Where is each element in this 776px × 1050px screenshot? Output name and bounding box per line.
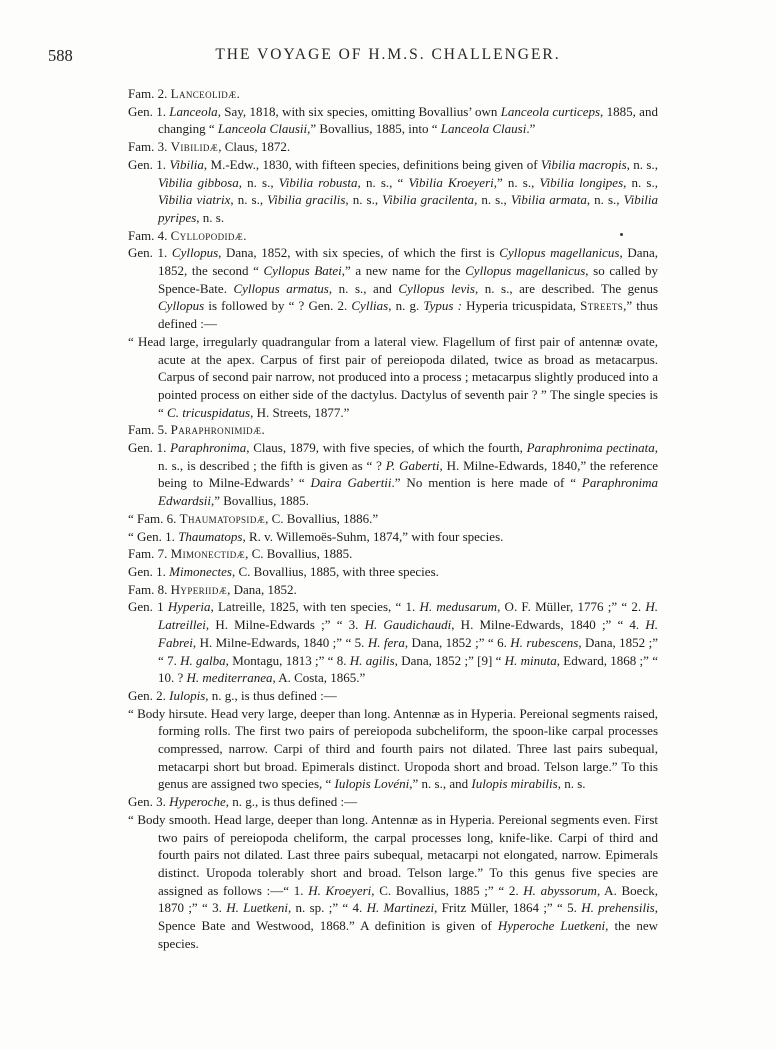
text-run: , Montagu, 1813 ;” “ 8. <box>225 652 350 668</box>
text-run: , H. Milne-Edwards, 1840,” the reference being to Milne-Edwards’ “ <box>158 457 658 491</box>
text-run: , the new species. <box>158 918 659 951</box>
family-entry <box>128 421 658 439</box>
text-run: , Dana, 1852 ;” “ 6. <box>404 634 511 650</box>
family-entry <box>128 510 658 528</box>
text-run: , Spence Bate and Westwood, 1868.” A definition is given of <box>158 900 658 934</box>
italic-text: Iulopis <box>169 687 206 703</box>
italic-text: Iulopis mirabilis <box>471 776 558 792</box>
text-run: ,” Bovallius, 1885. <box>210 493 309 509</box>
smallcaps-text: Vibilidæ <box>170 139 219 155</box>
text-run: ,” Bovallius, 1885, into “ <box>307 121 441 137</box>
text-run: Fam. 8. <box>128 581 171 597</box>
italic-text: H. mediterranea <box>186 670 273 686</box>
text-run: Gen. 1. <box>128 440 171 456</box>
text-run: , n. g. <box>388 298 424 314</box>
text-run: , C. Bovallius, 1885 ;” “ 2. <box>371 882 524 898</box>
ink-speck <box>620 233 623 236</box>
smallcaps-text: Lanceolidæ <box>170 86 237 101</box>
italic-text: Lanceola Clausii <box>217 121 308 137</box>
text-run: , Claus, 1872. <box>218 139 291 155</box>
text-run: , n. s., “ <box>357 174 409 190</box>
genus-entry <box>128 156 658 227</box>
italic-text: C. tricuspidatus <box>167 404 251 420</box>
text-run: , C. Bovallius, 1885, with three species. <box>231 563 439 579</box>
page-header <box>0 46 776 68</box>
text-run: , n. s., <box>238 174 279 190</box>
text-run: Gen. 3. <box>128 794 170 810</box>
family-entry <box>128 227 658 245</box>
genus-entry <box>128 103 658 138</box>
italic-text: Vibilia gibbosa <box>158 174 239 190</box>
italic-text: Vibilia Kroeyeri <box>408 174 494 190</box>
text-run: Gen. 1. <box>128 245 172 261</box>
text-run: , C. Bovallius, 1886.” <box>265 510 379 526</box>
text-run: . <box>243 227 247 243</box>
italic-text: Paraphronima pectinata <box>526 440 655 456</box>
italic-text: Vibilia viatrix <box>158 192 231 208</box>
smallcaps-text: Thaumatopsidæ <box>179 510 266 526</box>
genus-entry <box>128 793 658 811</box>
italic-text: H. Latreillei <box>158 599 658 633</box>
text-run: , H. Milne-Edwards, 1840 ;” “ 4. <box>451 617 646 633</box>
text-run: , H. Milne-Edwards ;” “ 3. <box>205 617 365 633</box>
text-run: , Dana, 1852 ;” [9] “ <box>394 652 505 668</box>
text-run: , n. s., is described ; the fifth is given as “ ? <box>158 440 659 473</box>
italic-text: H. prehensilis <box>581 900 655 916</box>
italic-text: H. abyssorum <box>523 882 597 898</box>
italic-text: Vibilia armata <box>510 192 587 208</box>
italic-text: Cyllopus magellanicus <box>499 245 620 261</box>
italic-text: Cyllopus <box>158 298 205 314</box>
text-run: , Fritz Müller, 1864 ;” “ 5. <box>434 900 582 916</box>
italic-text: Vibilia gracilis <box>267 192 346 208</box>
genus-entry <box>128 244 658 333</box>
text-run: , n. s., and <box>328 280 399 296</box>
italic-text: Hyperoche Luetkeni <box>497 918 606 934</box>
family-entry <box>128 138 658 156</box>
genus-entry <box>128 687 658 705</box>
text-run: Gen. 1 <box>128 599 168 615</box>
text-run: Fam. 7. <box>128 546 171 562</box>
italic-text: Cyllias <box>351 298 389 314</box>
text-run: is followed by “ ? Gen. 2. <box>204 298 352 314</box>
italic-text: H. galba <box>180 652 226 668</box>
text-run: , n. g., is thus defined :— <box>205 687 337 703</box>
italic-text: Iulopis Lovéni <box>334 776 410 792</box>
italic-text: H. Luetkeni <box>226 900 288 916</box>
text-run: , n. s., <box>474 192 511 208</box>
text-run: , O. F. Müller, 1776 ;” “ 2. <box>497 599 646 615</box>
italic-text: H. minuta <box>504 652 557 668</box>
genus-entry <box>128 563 658 581</box>
text-run: , n. s., <box>345 192 383 208</box>
italic-text: Thaumatops <box>178 528 243 544</box>
text-run: . <box>236 86 240 101</box>
smallcaps-text: Hyperiidæ <box>170 581 228 597</box>
italic-text: Paraphronima Edwardsii <box>158 475 658 509</box>
text-run: “ Body hirsute. Head very large, deeper than long. Antennæ as in Hyperia. Pereional segments raised, forming rolls. The first two pairs of pereiopoda subcheliform, the spoon-like carpal processes compressed, narrow. Carpi of third and fourth pairs not dilated. Three last pairs subequal, metacarpi short but broad. Epimerals distinct. Uropoda short and broad. Telson large.” To this genus are assigned two species, “ <box>128 705 658 792</box>
text-run: Fam. 2. <box>128 86 171 101</box>
italic-text: Cyllopus <box>171 245 219 261</box>
italic-text: Typus : <box>423 298 462 314</box>
text-run: .” No mention is here made of “ <box>391 475 582 491</box>
italic-text: H. fera <box>367 634 405 650</box>
text-run: Fam. 4. <box>128 227 171 243</box>
text-run: . <box>261 422 265 438</box>
italic-text: Lanceola Clausi <box>440 121 527 137</box>
smallcaps-text: Cyllopodidæ <box>170 227 244 243</box>
italic-text: Mimonectes <box>169 563 232 579</box>
family-entry <box>128 85 658 103</box>
italic-text: Cyllopus levis <box>398 280 475 296</box>
family-entry <box>128 581 658 599</box>
text-run: , n. s., are described. The genus <box>474 280 659 296</box>
text-run: , A. Costa, 1865.” <box>272 670 366 686</box>
text-run: , n. s., <box>230 192 268 208</box>
text-run: ,” n. s., and <box>409 776 472 792</box>
text-run: , so called by Spence-Bate. <box>158 263 658 296</box>
text-run: ,” thus defined :— <box>158 298 658 332</box>
genus-entry <box>128 439 658 510</box>
text-run: , n. sp. ;” “ 4. <box>287 900 367 916</box>
italic-text: H. medusarum <box>419 599 498 615</box>
text-run: , Say, 1818, with six species, omitting Bovallius’ own <box>217 103 501 119</box>
italic-text: Hyperoche <box>169 794 226 810</box>
text-run: , n. s., <box>623 174 658 190</box>
text-run: , Dana, 1852 ;” “ 7. <box>158 634 658 668</box>
text-run: .” <box>526 121 536 137</box>
genus-entry <box>128 528 658 546</box>
italic-text: Vibilia macropis <box>540 156 627 172</box>
definition-paragraph <box>128 705 658 794</box>
text-run: , Claus, 1879, with five species, of which the fourth, <box>246 440 527 456</box>
text-run: Gen. 1. <box>128 156 170 172</box>
definition-paragraph <box>128 333 658 422</box>
smallcaps-text: Mimonectidæ <box>170 546 246 562</box>
italic-text: H. Fabrei <box>158 617 658 650</box>
italic-text: Paraphronima <box>170 440 247 456</box>
italic-text: Cyllopus magellanicus <box>465 263 586 279</box>
text-run: , n. s. <box>557 776 586 792</box>
page-body <box>128 85 658 952</box>
text-run: , C. Bovallius, 1885. <box>245 546 353 562</box>
italic-text: Vibilia gracilenta <box>382 192 475 208</box>
text-run: , n. g., is thus defined :— <box>225 794 358 810</box>
text-run: , Dana, 1852. <box>227 581 297 597</box>
text-run: , A. Boeck, 1870 ;” “ 3. <box>158 882 658 916</box>
italic-text: Vibilia pyripes <box>158 192 659 225</box>
text-run: , R. v. Willemoës-Suhm, 1874,” with four species. <box>242 528 504 544</box>
italic-text: Lanceola curticeps <box>500 103 601 119</box>
italic-text: H. agilis <box>349 652 395 668</box>
text-run: Gen. 2. <box>128 687 170 703</box>
text-run: “ Gen. 1. <box>128 528 179 544</box>
text-run: ,” a new name for the <box>341 263 466 279</box>
italic-text: Hyperia <box>167 599 211 615</box>
text-run: Gen. 1. <box>128 103 170 119</box>
genus-entry <box>128 598 658 687</box>
text-run: Fam. 3. <box>128 139 171 155</box>
italic-text: Vibilia longipes <box>539 174 624 190</box>
italic-text: H. Kroeyeri <box>308 882 372 898</box>
text-run: , n. s. <box>196 209 225 225</box>
text-run: Fam. 5. <box>128 422 171 438</box>
text-run: , 1885, and changing “ <box>158 103 658 137</box>
italic-text: Vibilia <box>169 156 204 172</box>
text-run: , Latreille, 1825, with ten species, “ 1. <box>210 599 420 615</box>
italic-text: H. rubescens <box>510 634 579 650</box>
italic-text: Cyllopus Batei <box>263 263 342 279</box>
definition-paragraph <box>128 811 658 953</box>
text-run: , Edward, 1868 ;” “ 10. ? <box>158 652 658 686</box>
italic-text: Daira Gabertii <box>310 475 392 491</box>
text-run: , Dana, 1852, with six species, of which the first is <box>218 245 500 261</box>
family-entry <box>128 545 658 563</box>
text-run: , n. s., <box>586 192 624 208</box>
text-run: ,” n. s., <box>493 174 540 190</box>
text-run: , n. s., <box>626 156 658 172</box>
text-run: , H. Streets, 1877.” <box>250 404 350 420</box>
running-title: THE VOYAGE OF H.M.S. CHALLENGER. <box>215 46 561 63</box>
italic-text: Cyllopus armatus <box>233 280 329 296</box>
italic-text: H. Martinezi <box>366 900 435 916</box>
text-run: “ Fam. 6. <box>128 510 180 526</box>
text-run: Hyperia tricuspidata, <box>461 298 581 314</box>
smallcaps-text: Paraphronimidæ <box>170 422 262 438</box>
text-run: , H. Milne-Edwards, 1840 ;” “ 5. <box>192 634 368 650</box>
italic-text: Vibilia robusta <box>278 174 358 190</box>
text-run: , Dana, 1852, the second “ <box>158 245 658 279</box>
italic-text: Lanceola <box>169 103 218 119</box>
text-run: Gen. 1. <box>128 563 170 579</box>
italic-text: P. Gaberti <box>385 457 440 473</box>
text-run: “ Body smooth. Head large, deeper than long. Antennæ as in Hyperia. Pereional segments even. First two pairs of pereiopoda cheliform, the carpal processes long, knife-like. Carpi of third and fourth pairs not dilated. Last three pairs subequal, metacarpi not elongated, narrow. Epimerals distinct. Uropoda tolerably short and broad. Telson large.” To this genus five species are assigned as follows :—“ 1. <box>128 811 658 898</box>
text-run: , M.-Edw., 1830, with fifteen species, definitions being given of <box>203 156 541 172</box>
text-run: “ Head large, irregularly quadrangular from a lateral view. Flagellum of first pair of antennæ ovate, acute at the apex. Carpus of first pair of pereiopoda dilated, twice as broad as metacarpus. Carpus of second pair narrow, not produced into a process ; metacarpus slightly produced into a pointed process on either side of the dactylus. Dactylus of seventh pair ? ” The single species is “ <box>128 333 658 420</box>
smallcaps-text: Streets <box>580 298 624 314</box>
italic-text: H. Gaudichaudi <box>364 617 452 633</box>
page-number: 588 <box>48 46 73 65</box>
